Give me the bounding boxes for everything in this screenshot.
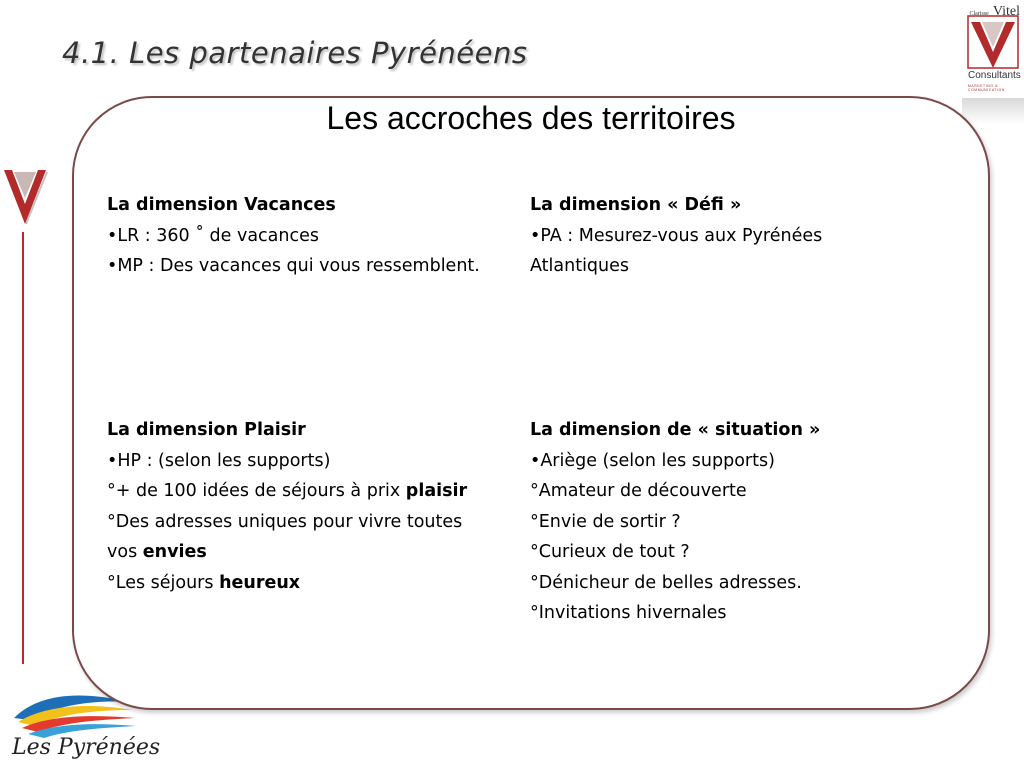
section-line: °Les séjours heureux bbox=[107, 572, 301, 593]
section-title: La dimension « Défi » bbox=[530, 195, 742, 215]
section-vacances bbox=[107, 190, 487, 282]
section-line: °Curieux de tout ? bbox=[530, 542, 690, 562]
section-line: °Des adresses uniques pour vivre toutes vos envies bbox=[107, 511, 463, 562]
section-defi bbox=[530, 190, 910, 282]
section-title: La dimension Plaisir bbox=[107, 420, 306, 440]
panel-heading: Les accroches des territoires bbox=[326, 100, 736, 136]
svg-text:Les Pyrénées: Les Pyrénées bbox=[12, 735, 161, 760]
v-mark-icon bbox=[2, 168, 48, 226]
section-line: •Ariège (selon les supports) bbox=[530, 450, 775, 471]
section-line: •PA : Mesurez-vous aux Pyrénées Atlantiques bbox=[530, 225, 823, 276]
section-line: °+ de 100 idées de séjours à prix plaisir bbox=[107, 481, 468, 501]
section-situation bbox=[530, 415, 910, 629]
section-line: •MP : Des vacances qui vous ressemblent. bbox=[107, 256, 480, 276]
brand-logo-name: Clarisse Vitel bbox=[969, 4, 1020, 19]
section-line: °Dénicheur de belles adresses. bbox=[530, 572, 802, 593]
section-title: La dimension Vacances bbox=[107, 195, 336, 215]
section-line: °Envie de sortir ? bbox=[530, 511, 681, 532]
section-line: °Amateur de découverte bbox=[530, 481, 747, 501]
section-line: •LR : 360 ˚ de vacances bbox=[107, 225, 319, 246]
brand-company: Consultants bbox=[968, 70, 1021, 81]
section-title: La dimension de « situation » bbox=[530, 420, 821, 440]
section-plaisir bbox=[107, 415, 487, 598]
vertical-divider bbox=[22, 232, 24, 664]
brand-tagline: MARKETING & COMMUNICATION bbox=[968, 84, 1005, 92]
section-line: •HP : (selon les supports) bbox=[107, 450, 331, 471]
slide-title: 4.1. Les partenaires Pyrénéens bbox=[62, 36, 528, 70]
section-line: °Invitations hivernales bbox=[530, 603, 727, 623]
